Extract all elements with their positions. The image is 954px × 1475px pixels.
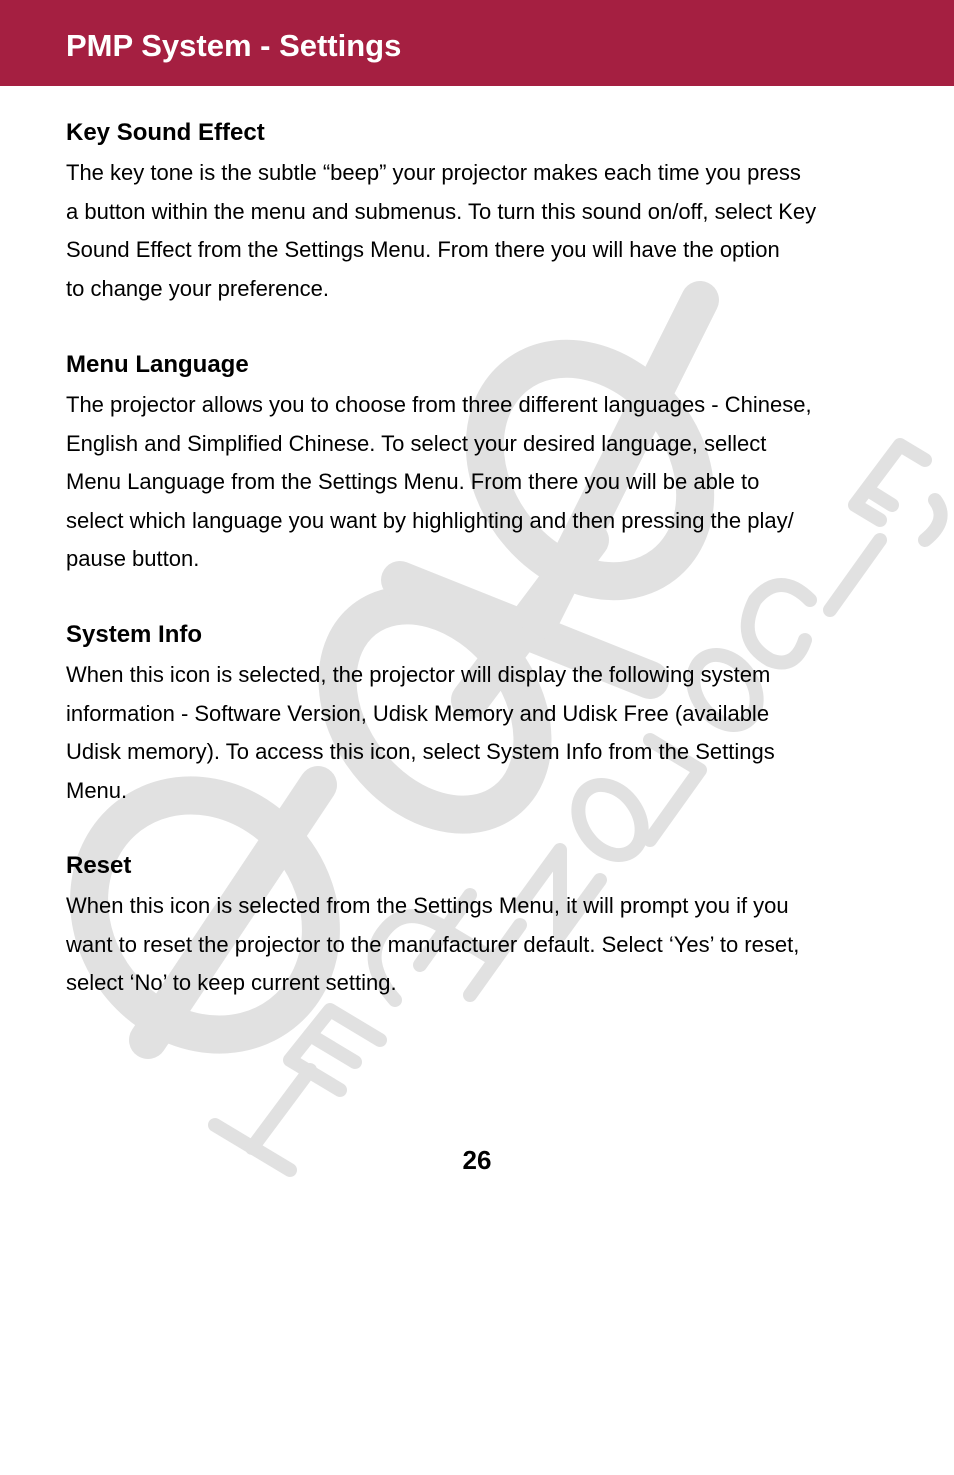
- section-body: [66, 386, 896, 579]
- section-heading: System Info: [66, 621, 203, 648]
- header-bar: [0, 0, 954, 86]
- body-line: Menu.: [66, 777, 128, 803]
- section-heading: Key Sound Effect: [66, 119, 265, 146]
- section-menu-language: [66, 353, 896, 579]
- section-key-sound-effect: [66, 121, 896, 308]
- section-heading: Reset: [66, 852, 132, 879]
- section-body: [66, 154, 896, 308]
- section-reset: [66, 854, 896, 1003]
- body-line: English and Simplified Chinese. To select your desired language, sellect: [66, 430, 767, 456]
- page-number: 26: [462, 1145, 492, 1175]
- body-line: When this icon is selected from the Settings Menu, it will prompt you if you: [66, 893, 789, 918]
- section-body: [66, 656, 896, 810]
- body-line: Menu Language from the Settings Menu. From there you will be able to: [66, 469, 760, 495]
- section-body: [66, 887, 896, 1003]
- body-line: a button within the menu and submenus. To turn this sound on/off, select Key: [66, 198, 817, 224]
- body-line: want to reset the projector to the manufacturer default. Select ‘Yes’ to reset,: [66, 931, 800, 957]
- body-line: select which language you want by highlighting and then pressing the play/: [66, 507, 794, 533]
- body-line: information - Software Version, Udisk Memory and Udisk Free (available: [66, 700, 770, 726]
- body-line: Sound Effect from the Settings Menu. From there you will have the option: [66, 237, 780, 263]
- section-heading: Menu Language: [66, 351, 249, 378]
- body-line: to change your preference.: [66, 275, 329, 301]
- page-title: PMP System - Settings: [66, 28, 402, 63]
- section-system-info: [66, 623, 896, 810]
- body-line: Udisk memory). To access this icon, select System Info from the Settings: [66, 739, 775, 765]
- body-line: The key tone is the subtle “beep” your projector makes each time you press: [66, 160, 801, 185]
- body-line: pause button.: [66, 546, 200, 572]
- body-line: select ‘No’ to keep current setting.: [66, 970, 397, 996]
- body-line: The projector allows you to choose from three different languages - Chinese,: [66, 392, 812, 417]
- body-line: When this icon is selected, the projector will display the following system: [66, 662, 771, 687]
